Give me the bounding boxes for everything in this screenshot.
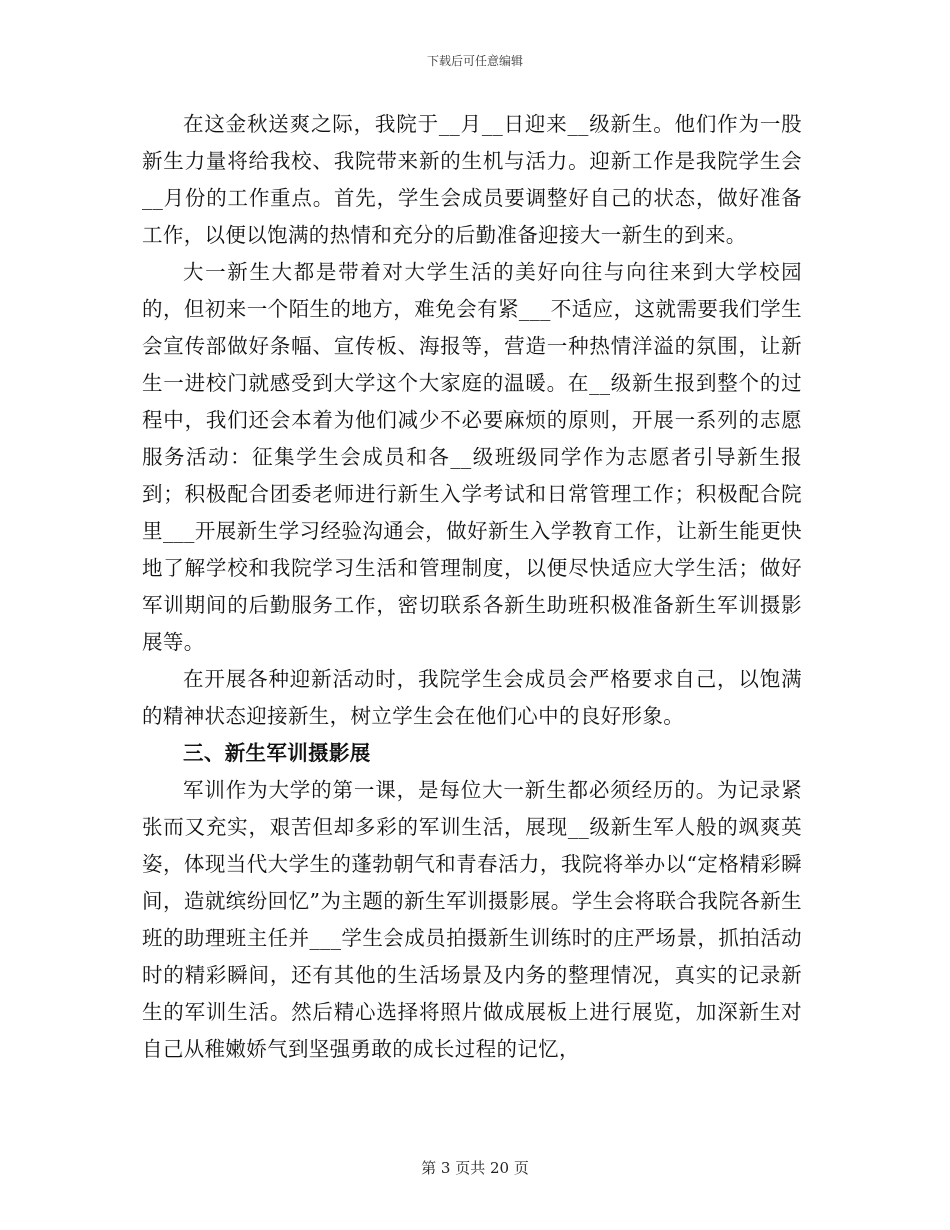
paragraph-2: 大一新生大都是带着对大学生活的美好向往与向往来到大学校园的，但初来一个陌生的地方，难免会有紧___不适应，这就需要我们学生会宣传部做好条幅、宣传板、海报等，营造一种热情洋溢的氛围，让新生一进校门就感受到大学这个大家庭的温暖。在__级新生报到整个的过程中，我们还会本着为他们减少不必要麻烦的原则，开展一系列的志愿服务活动：征集学生会成员和各__级班级同学作为志愿者引导新生报到；积极配合团委老师进行新生入学考试和日常管理工作；积极配合院里___开展新生学习经验沟通会，做好新生入学教育工作，让新生能更快地了解学校和我院学习生活和管理制度，以便尽快适应大学生活；做好军训期间的后勤服务工作，密切联系各新生助班积极准备新生军训摄影展等。: [142, 260, 802, 654]
paragraph-4: 军训作为大学的第一课，是每位大一新生都必须经历的。为记录紧张而又充实，艰苦但却多彩的军训生活，展现__级新生军人般的飒爽英姿，体现当代大学生的蓬勃朝气和青春活力，我院将举办以“定格精彩瞬间，造就缤纷回忆”为主题的新生军训摄影展。学生会将联合我院各新生班的助理班主任并___学生会成员拍摄新生训练时的庄严场景，抓拍活动时的精彩瞬间，还有其他的生活场景及内务的整理情况，真实的记录新生的军训生活。然后精心选择将照片做成展板上进行展览，加深新生对自己从稚嫩娇气到坚强勇敢的成长过程的记忆，: [142, 778, 802, 1061]
section-heading: 三、新生军训摄影展: [183, 741, 371, 765]
page-header: 下载后可任意编辑: [426, 54, 523, 68]
paragraph-1: 在这金秋送爽之际，我院于__月__日迎来__级新生。他们作为一股新生力量将给我校、我院带来新的生机与活力。迎新工作是我院学生会__月份的工作重点。首先，学生会成员要调整好自己的状态，做好准备工作，以便以饱满的热情和充分的后勤准备迎接大一新生的到来。: [142, 112, 802, 247]
document-body: [142, 106, 802, 1068]
paragraph-3: 在开展各种迎新活动时，我院学生会成员会严格要求自己，以饱满的精神状态迎接新生，树立学生会在他们心中的良好形象。: [142, 667, 802, 728]
page-number-footer: 第 3 页共 20 页: [421, 1159, 529, 1177]
